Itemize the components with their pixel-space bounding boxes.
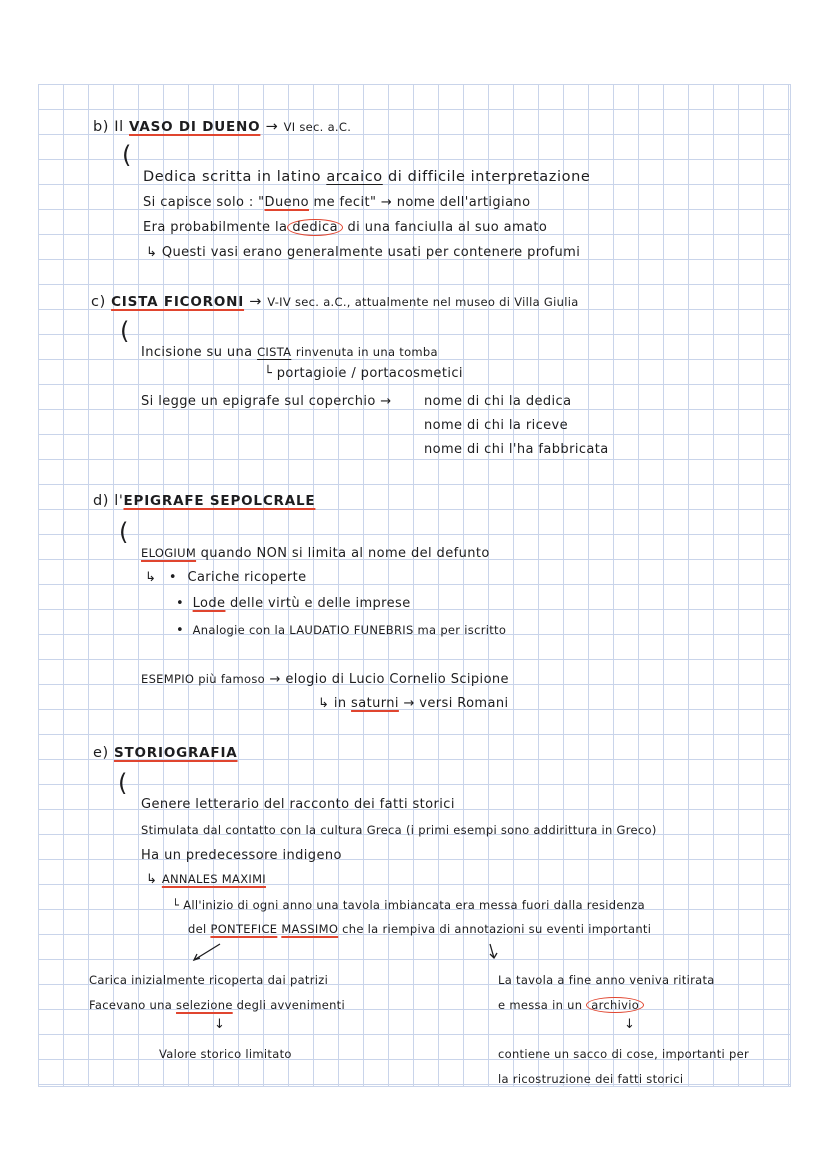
right-branch-line-2: e messa in un archivio (498, 997, 644, 1013)
down-right-arrow-icon (490, 944, 497, 958)
section-c-line-2: Si legge un epigrafe sul coperchio → (141, 394, 392, 409)
down-arrow-icon: ↓ (214, 1017, 225, 1032)
section-c-list-2: nome di chi la riceve (424, 418, 569, 433)
section-e-line-2: Stimulata dal contatto con la cultura Greca (i primi esempi sono addirittura in Greco) (141, 823, 657, 837)
sub-arrow-icon: ↳ (146, 245, 158, 260)
section-b-title: VASO DI DUENO (129, 119, 261, 135)
sub-arrow-icon: ↳ (146, 872, 158, 887)
sub-arrow-icon: ↳ (318, 696, 330, 711)
section-e-title: STORIOGRAFIA (114, 745, 238, 761)
section-b-line-1: Dedica scritta in latino arcaico di difficile interpretazione (143, 169, 591, 185)
circled-word: archivio (586, 997, 644, 1013)
section-e-line-6: del PONTEFICE MASSIMO che la riempiva di annotazioni su eventi importanti (188, 922, 652, 936)
section-c-list-1: nome di chi la dedica (424, 394, 572, 409)
section-d-line-1: ELOGIUM quando NON si limita al nome del defunto (141, 546, 490, 561)
section-c-line-1-sub: └ portagioie / portacosmetici (264, 366, 463, 381)
section-b-heading: b) Il VASO DI DUENO → VI sec. a.C. (93, 119, 352, 135)
section-d-title: EPIGRAFE SEPOLCRALE (123, 493, 316, 509)
section-e-heading: e) STORIOGRAFIA (93, 745, 238, 761)
down-arrow-icon: ↓ (624, 1017, 635, 1032)
left-branch-line-3: Valore storico limitato (159, 1047, 292, 1061)
brace: ( (118, 769, 128, 797)
section-d-heading: d) l'EPIGRAFE SEPOLCRALE (93, 493, 316, 509)
brace: ( (122, 141, 132, 169)
section-b-line-3: Era probabilmente la dedica di una fanciulla al suo amato (143, 220, 548, 235)
section-e-line-4: ↳ ANNALES MAXIMI (146, 872, 266, 887)
right-branch-line-4: la ricostruzione dei fatti storici (498, 1072, 684, 1086)
section-d-example-sub: ↳ in saturni → versi Romani (318, 696, 509, 711)
sub-bracket-icon: └ (172, 898, 180, 912)
section-e-line-1: Genere letterario del racconto dei fatti storici (141, 797, 455, 812)
section-d-bullet-3: • Analogie con la LAUDATIO FUNEBRIS ma per iscritto (176, 623, 507, 638)
left-branch-line-2: Facevano una selezione degli avvenimenti (89, 998, 345, 1012)
brace: ( (120, 317, 130, 345)
left-branch-line-1: Carica inizialmente ricoperta dai patrizi (89, 973, 329, 987)
section-d-bullet-2: • Lode delle virtù e delle imprese (176, 596, 411, 611)
right-branch-line-3: contiene un sacco di cose, importanti per (498, 1047, 750, 1061)
brace: ( (119, 518, 129, 546)
right-branch-line-1: La tavola a fine anno veniva ritirata (498, 973, 715, 987)
section-c-line-1: Incisione su una CISTA rinvenuta in una tomba (141, 345, 438, 360)
section-b-line-2: Si capisce solo : "Dueno me fecit" → nome dell'artigiano (143, 195, 531, 210)
section-c-heading: c) CISTA FICORONI → V-IV sec. a.C., attualmente nel museo di Villa Giulia (91, 294, 579, 310)
section-c-list-3: nome di chi l'ha fabbricata (424, 442, 609, 457)
circled-word: dedica (287, 219, 343, 236)
section-b-line-4: ↳ Questi vasi erano generalmente usati per contenere profumi (146, 245, 581, 260)
section-c-title: CISTA FICORONI (111, 294, 245, 310)
section-e-line-5: └ All'inizio di ogni anno una tavola imbiancata era messa fuori dalla residenza (172, 898, 645, 912)
sub-bracket-icon: └ (264, 366, 273, 381)
down-left-arrow-icon (194, 944, 220, 960)
sub-arrow-icon: ↳ (145, 570, 157, 585)
section-e-line-3: Ha un predecessore indigeno (141, 848, 342, 863)
section-d-example: ESEMPIO più famoso → elogio di Lucio Cornelio Scipione (141, 672, 509, 687)
section-d-bullet-1: ↳ • Cariche ricoperte (145, 570, 307, 585)
